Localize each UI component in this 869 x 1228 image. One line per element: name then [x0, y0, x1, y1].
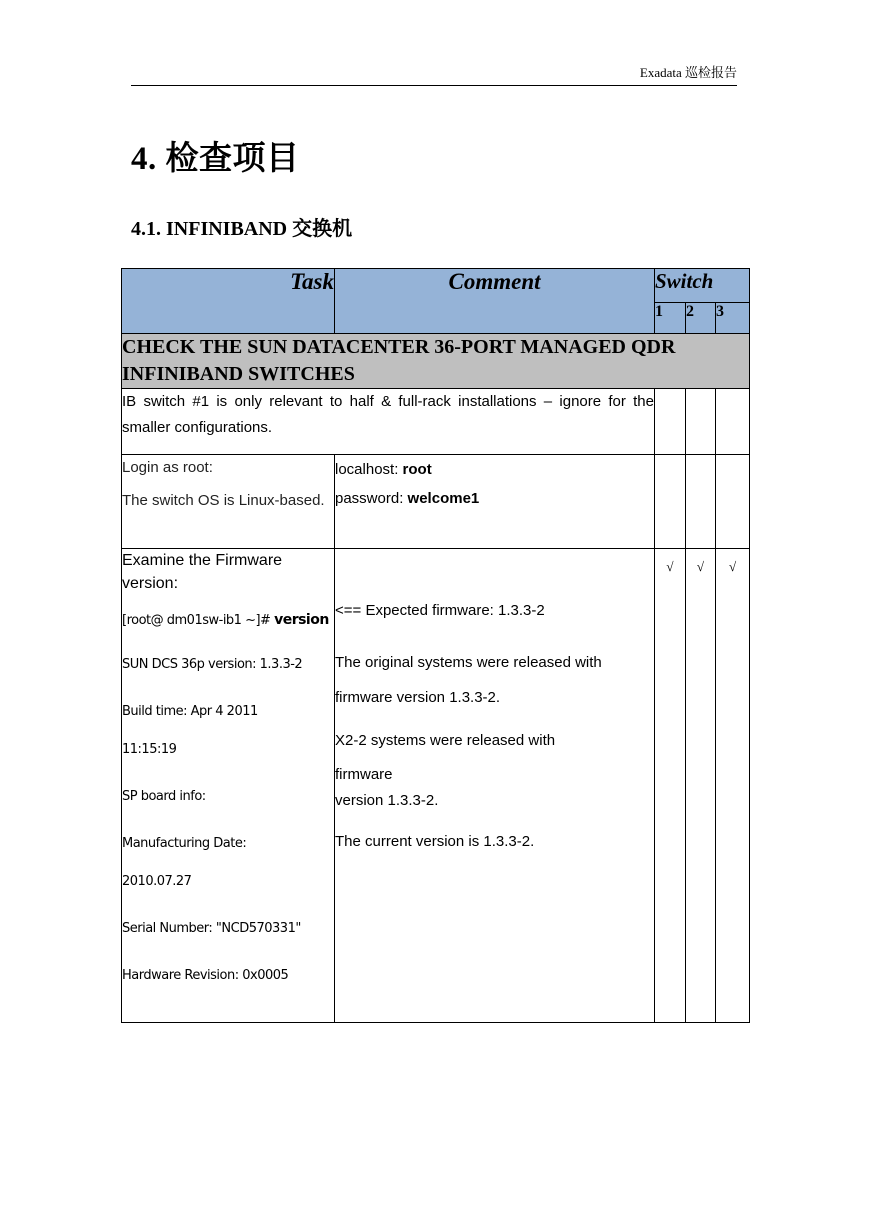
login-comment-cell — [335, 455, 655, 549]
password-line — [335, 484, 654, 513]
firmware-output-line: 2010.07.27 — [122, 874, 192, 889]
check-cell — [655, 455, 686, 549]
comment-line: X2-2 systems were released with — [335, 732, 556, 749]
switch-1-check: √ — [655, 549, 686, 1023]
login-task-line: Login as root: — [122, 459, 213, 476]
check-cell — [655, 389, 686, 455]
check-cell — [716, 455, 750, 549]
comment-line: firmware version 1.3.3-2. — [335, 689, 501, 706]
table-row — [122, 389, 750, 455]
firmware-output-line: SP board info: — [122, 789, 206, 804]
firmware-command-line — [122, 612, 334, 628]
password-value: welcome1 — [407, 490, 480, 507]
section-heading: 4. 检查项目 — [131, 141, 300, 177]
note-cell: IB switch #1 is only relevant to half & full-rack installations – ignore for the smaller configurations. — [122, 389, 655, 455]
switch-3-check: √ — [716, 549, 750, 1023]
firmware-task-cell — [122, 549, 335, 1023]
switch-2-header: 2 — [686, 303, 716, 334]
comment-line: The original systems were released with — [335, 654, 602, 671]
section-title-row: CHECK THE SUN DATACENTER 36-PORT MANAGED QDR INFINIBAND SWITCHES — [122, 334, 750, 389]
host-line — [335, 455, 654, 484]
subsection-heading: 4.1. INFINIBAND 交换机 — [131, 218, 353, 240]
host-value: root — [402, 461, 432, 478]
login-task-note: The switch OS is Linux-based. — [122, 492, 325, 509]
check-cell — [686, 389, 716, 455]
expected-firmware: <== Expected firmware: 1.3.3-2 — [335, 602, 545, 619]
switch-2-check: √ — [686, 549, 716, 1023]
check-cell — [686, 455, 716, 549]
table-row — [122, 455, 750, 549]
firmware-output-line: Hardware Revision: 0x0005 — [122, 968, 289, 983]
command-prompt: [root@ dm01sw-ib1 ~]# — [122, 613, 275, 628]
table-row — [122, 549, 750, 1023]
host-label: localhost: — [335, 461, 403, 478]
firmware-output-line: Serial Number: "NCD570331" — [122, 921, 301, 936]
current-version: The current version is 1.3.3-2. — [335, 833, 535, 850]
password-label: password: — [335, 490, 408, 507]
firmware-output-line: 11:15:19 — [122, 742, 177, 757]
comment-column-header: Comment — [335, 269, 655, 334]
comment-line: version 1.3.3-2. — [335, 792, 439, 809]
firmware-output-line: Manufacturing Date: — [122, 836, 247, 851]
page-header — [131, 60, 737, 86]
switch-column-header: Switch — [655, 269, 750, 303]
switch-1-header: 1 — [655, 303, 686, 334]
firmware-output-line: Build time: Apr 4 2011 — [122, 704, 258, 719]
header-title: Exadata 巡检报告 — [639, 65, 737, 80]
firmware-comment-cell — [335, 549, 655, 1023]
switch-3-header: 3 — [716, 303, 750, 334]
infiniband-check-table — [121, 268, 750, 1023]
check-cell — [716, 389, 750, 455]
firmware-output-line: SUN DCS 36p version: 1.3.3-2 — [122, 657, 303, 672]
firmware-task-title: Examine the Firmware version: — [122, 552, 283, 592]
command-name: version — [274, 612, 329, 628]
comment-line: firmware — [335, 766, 393, 783]
login-task-cell — [122, 455, 335, 549]
task-column-header: Task — [122, 269, 335, 334]
